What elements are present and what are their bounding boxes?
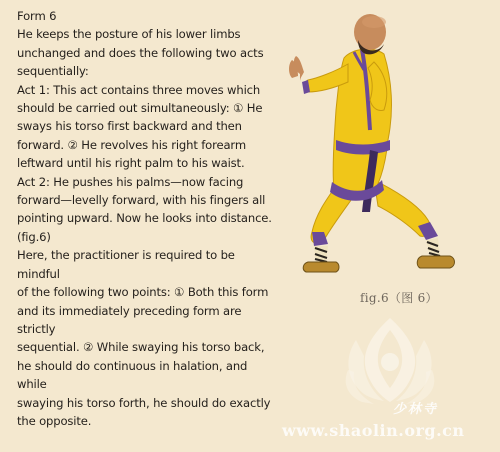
form-title: Form 6 [17,9,57,23]
figure-caption: fig.6（图 6） [360,291,438,305]
emblem-name-watermark: 少林寺 [393,402,439,417]
shaolin-emblem-watermark [346,318,435,404]
act-2-paragraph: Act 2: He pushes his palms—now facing forward—levelly forward, with his fingers all pointing upward. Now he looks into distance. (fig.6) [17,174,272,244]
act-1-paragraph: Act 1: This act contains three moves which should be carried out simultaneously: ① He sways his torso first backward and then forward. ② He revolves his right forearm leftward until his right palm to his waist. [17,82,263,171]
monk-photo [278,0,500,452]
notes-paragraph: Here, the practitioner is required to be mindful of the following two points: ① Both this form and its immediately preceding form are strictly sequential. ② While swaying his torso back, he should do continuous in halation, and while swaying his torso forth, he should do exactly the opposite. [17,248,271,428]
site-watermark: www.shaolin.org.cn [282,421,465,440]
figure-panel [278,0,500,452]
intro-paragraph: He keeps the posture of his lower limbs unchanged and does the following two acts sequentially: [17,27,264,79]
instruction-text [17,7,279,430]
monk-figure [289,14,455,272]
